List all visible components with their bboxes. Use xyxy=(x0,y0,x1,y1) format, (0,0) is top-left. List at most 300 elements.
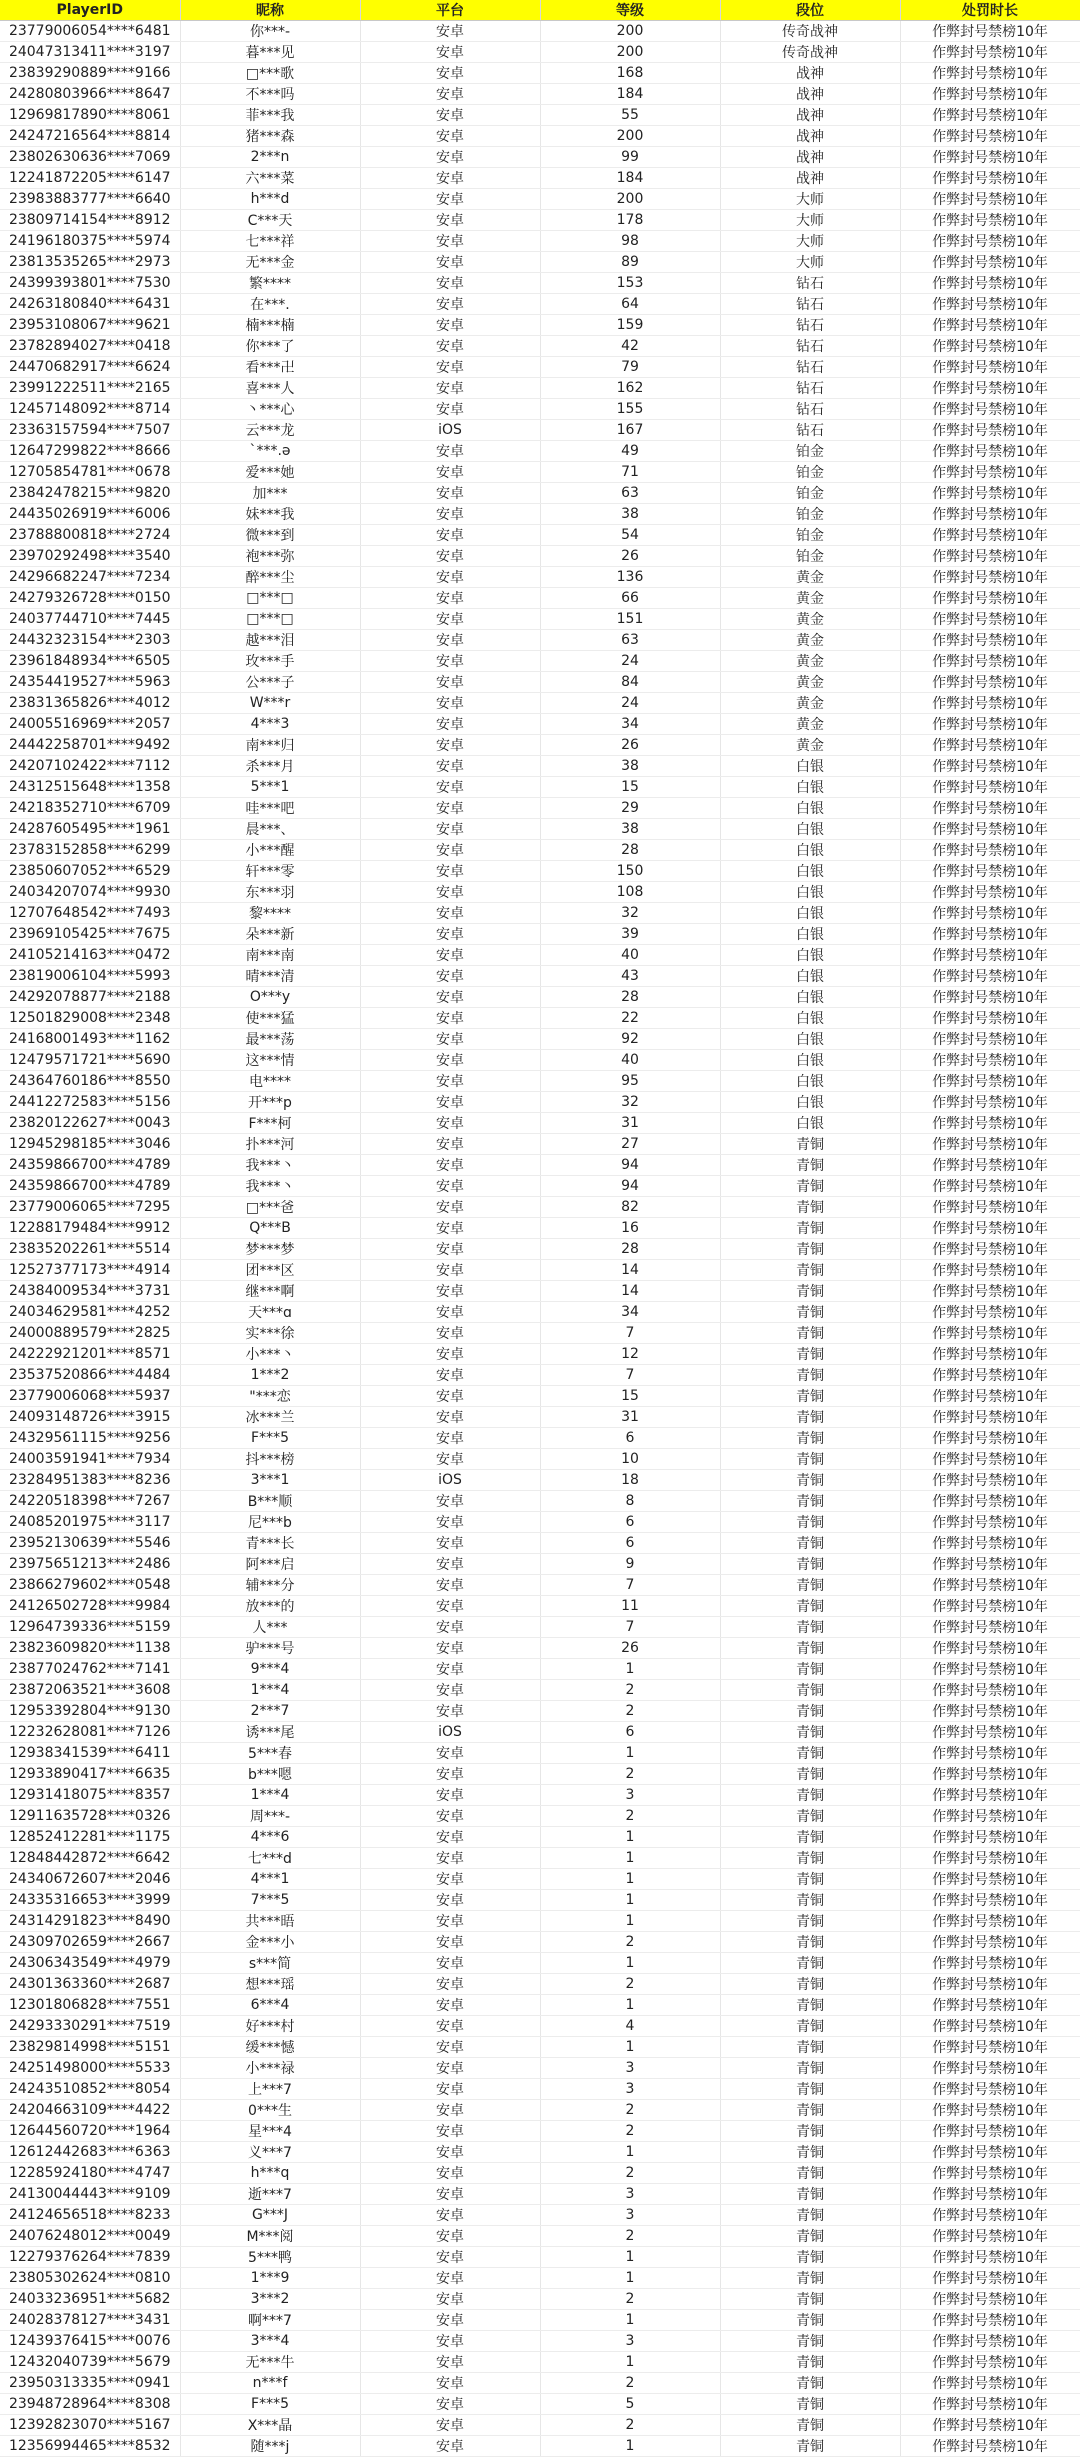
cell-platform: 安卓 xyxy=(360,840,540,861)
cell-platform: 安卓 xyxy=(360,1848,540,1869)
cell-player-id: 23809714154****8912 xyxy=(0,210,180,231)
cell-platform: 安卓 xyxy=(360,1638,540,1659)
cell-platform: 安卓 xyxy=(360,1134,540,1155)
cell-penalty: 作弊封号禁榜10年 xyxy=(900,1596,1080,1617)
cell-nickname: 繁**** xyxy=(180,273,360,294)
cell-penalty: 作弊封号禁榜10年 xyxy=(900,630,1080,651)
cell-penalty: 作弊封号禁榜10年 xyxy=(900,189,1080,210)
cell-platform: 安卓 xyxy=(360,210,540,231)
cell-nickname: 加*** xyxy=(180,483,360,504)
cell-level: 26 xyxy=(540,1638,720,1659)
table-row xyxy=(0,2121,1080,2142)
cell-platform: 安卓 xyxy=(360,462,540,483)
cell-player-id: 24033236951****5682 xyxy=(0,2289,180,2310)
cell-penalty: 作弊封号禁榜10年 xyxy=(900,819,1080,840)
cell-rank: 青铜 xyxy=(720,2142,900,2163)
cell-penalty: 作弊封号禁榜10年 xyxy=(900,210,1080,231)
cell-rank: 战神 xyxy=(720,168,900,189)
cell-level: 200 xyxy=(540,21,720,42)
cell-platform: 安卓 xyxy=(360,798,540,819)
cell-penalty: 作弊封号禁榜10年 xyxy=(900,483,1080,504)
cell-nickname: 天***ɑ xyxy=(180,1302,360,1323)
cell-rank: 黄金 xyxy=(720,693,900,714)
cell-platform: 安卓 xyxy=(360,1008,540,1029)
table-row xyxy=(0,1365,1080,1386)
cell-nickname: 小***禄 xyxy=(180,2058,360,2079)
cell-player-id: 23823609820****1138 xyxy=(0,1638,180,1659)
table-row xyxy=(0,1071,1080,1092)
cell-platform: 安卓 xyxy=(360,1092,540,1113)
table-row xyxy=(0,2079,1080,2100)
cell-penalty: 作弊封号禁榜10年 xyxy=(900,2184,1080,2205)
table-row xyxy=(0,441,1080,462)
cell-level: 3 xyxy=(540,2058,720,2079)
cell-platform: 安卓 xyxy=(360,315,540,336)
cell-player-id: 23813535265****2973 xyxy=(0,252,180,273)
cell-player-id: 24126502728****9984 xyxy=(0,1596,180,1617)
cell-penalty: 作弊封号禁榜10年 xyxy=(900,777,1080,798)
cell-platform: 安卓 xyxy=(360,1113,540,1134)
cell-player-id: 24251498000****5533 xyxy=(0,2058,180,2079)
cell-platform: 安卓 xyxy=(360,882,540,903)
cell-player-id: 12279376264****7839 xyxy=(0,2247,180,2268)
cell-rank: 白银 xyxy=(720,840,900,861)
cell-nickname: 喜***人 xyxy=(180,378,360,399)
cell-platform: 安卓 xyxy=(360,2352,540,2373)
cell-level: 34 xyxy=(540,1302,720,1323)
cell-penalty: 作弊封号禁榜10年 xyxy=(900,1050,1080,1071)
cell-penalty: 作弊封号禁榜10年 xyxy=(900,462,1080,483)
cell-player-id: 24470682917****6624 xyxy=(0,357,180,378)
cell-platform: 安卓 xyxy=(360,168,540,189)
cell-platform: 安卓 xyxy=(360,2142,540,2163)
cell-penalty: 作弊封号禁榜10年 xyxy=(900,2037,1080,2058)
cell-platform: 安卓 xyxy=(360,2100,540,2121)
cell-nickname: 3***1 xyxy=(180,1470,360,1491)
cell-level: 5 xyxy=(540,2394,720,2415)
cell-rank: 钻石 xyxy=(720,420,900,441)
cell-penalty: 作弊封号禁榜10年 xyxy=(900,2205,1080,2226)
cell-nickname: 啊***7 xyxy=(180,2310,360,2331)
table-row xyxy=(0,252,1080,273)
cell-player-id: 24442258701****9492 xyxy=(0,735,180,756)
table-row xyxy=(0,588,1080,609)
cell-nickname: h***q xyxy=(180,2163,360,2184)
cell-nickname: 电**** xyxy=(180,1071,360,1092)
table-row xyxy=(0,2058,1080,2079)
cell-player-id: 24028378127****3431 xyxy=(0,2310,180,2331)
cell-rank: 青铜 xyxy=(720,1134,900,1155)
cell-platform: 安卓 xyxy=(360,861,540,882)
cell-rank: 青铜 xyxy=(720,1554,900,1575)
cell-player-id: 24085201975****3117 xyxy=(0,1512,180,1533)
cell-platform: 安卓 xyxy=(360,735,540,756)
cell-penalty: 作弊封号禁榜10年 xyxy=(900,1260,1080,1281)
cell-penalty: 作弊封号禁榜10年 xyxy=(900,1617,1080,1638)
cell-level: 162 xyxy=(540,378,720,399)
cell-rank: 青铜 xyxy=(720,1344,900,1365)
cell-penalty: 作弊封号禁榜10年 xyxy=(900,294,1080,315)
cell-level: 1 xyxy=(540,1953,720,1974)
cell-penalty: 作弊封号禁榜10年 xyxy=(900,63,1080,84)
cell-rank: 黄金 xyxy=(720,651,900,672)
cell-platform: 安卓 xyxy=(360,1260,540,1281)
cell-level: 4 xyxy=(540,2016,720,2037)
cell-rank: 青铜 xyxy=(720,1911,900,1932)
cell-player-id: 24280803966****8647 xyxy=(0,84,180,105)
cell-penalty: 作弊封号禁榜10年 xyxy=(900,1722,1080,1743)
cell-penalty: 作弊封号禁榜10年 xyxy=(900,1470,1080,1491)
cell-platform: 安卓 xyxy=(360,441,540,462)
cell-nickname: 猪***森 xyxy=(180,126,360,147)
table-body xyxy=(0,21,1080,2457)
cell-penalty: 作弊封号禁榜10年 xyxy=(900,903,1080,924)
cell-nickname: 哇***吧 xyxy=(180,798,360,819)
table-row xyxy=(0,1890,1080,1911)
cell-penalty: 作弊封号禁榜10年 xyxy=(900,1869,1080,1890)
cell-level: 2 xyxy=(540,1974,720,1995)
cell-player-id: 24093148726****3915 xyxy=(0,1407,180,1428)
cell-level: 94 xyxy=(540,1176,720,1197)
cell-level: 159 xyxy=(540,315,720,336)
cell-penalty: 作弊封号禁榜10年 xyxy=(900,1953,1080,1974)
table-row xyxy=(0,273,1080,294)
cell-nickname: 上***7 xyxy=(180,2079,360,2100)
cell-level: 26 xyxy=(540,546,720,567)
cell-penalty: 作弊封号禁榜10年 xyxy=(900,1512,1080,1533)
cell-rank: 白银 xyxy=(720,882,900,903)
cell-player-id: 23835202261****5514 xyxy=(0,1239,180,1260)
cell-platform: 安卓 xyxy=(360,2079,540,2100)
cell-nickname: 逝***7 xyxy=(180,2184,360,2205)
cell-rank: 黄金 xyxy=(720,630,900,651)
cell-player-id: 12301806828****7551 xyxy=(0,1995,180,2016)
cell-player-id: 12933890417****6635 xyxy=(0,1764,180,1785)
cell-level: 11 xyxy=(540,1596,720,1617)
cell-rank: 白银 xyxy=(720,756,900,777)
cell-platform: 安卓 xyxy=(360,2184,540,2205)
cell-rank: 青铜 xyxy=(720,1302,900,1323)
cell-level: 16 xyxy=(540,1218,720,1239)
cell-platform: 安卓 xyxy=(360,1974,540,1995)
table-row xyxy=(0,903,1080,924)
cell-rank: 白银 xyxy=(720,1029,900,1050)
cell-nickname: 东***羽 xyxy=(180,882,360,903)
cell-rank: 青铜 xyxy=(720,1323,900,1344)
cell-rank: 青铜 xyxy=(720,1680,900,1701)
cell-player-id: 24000889579****2825 xyxy=(0,1323,180,1344)
cell-rank: 大师 xyxy=(720,189,900,210)
table-row xyxy=(0,1554,1080,1575)
cell-penalty: 作弊封号禁榜10年 xyxy=(900,735,1080,756)
cell-level: 2 xyxy=(540,1764,720,1785)
table-row xyxy=(0,1155,1080,1176)
cell-rank: 铂金 xyxy=(720,504,900,525)
cell-player-id: 23819006104****5993 xyxy=(0,966,180,987)
cell-nickname: 7***5 xyxy=(180,1890,360,1911)
cell-rank: 白银 xyxy=(720,1050,900,1071)
cell-penalty: 作弊封号禁榜10年 xyxy=(900,84,1080,105)
cell-penalty: 作弊封号禁榜10年 xyxy=(900,1386,1080,1407)
cell-level: 7 xyxy=(540,1575,720,1596)
cell-nickname: 晨***、 xyxy=(180,819,360,840)
cell-nickname: F***5 xyxy=(180,1428,360,1449)
cell-level: 2 xyxy=(540,2415,720,2436)
cell-nickname: 楠***楠 xyxy=(180,315,360,336)
cell-player-id: 24263180840****6431 xyxy=(0,294,180,315)
cell-player-id: 12432040739****5679 xyxy=(0,2352,180,2373)
cell-platform: 安卓 xyxy=(360,231,540,252)
cell-player-id: 24384009534****3731 xyxy=(0,1281,180,1302)
table-row xyxy=(0,1218,1080,1239)
cell-penalty: 作弊封号禁榜10年 xyxy=(900,2079,1080,2100)
cell-level: 7 xyxy=(540,1323,720,1344)
cell-penalty: 作弊封号禁榜10年 xyxy=(900,861,1080,882)
cell-player-id: 24037744710****7445 xyxy=(0,609,180,630)
cell-platform: 安卓 xyxy=(360,252,540,273)
cell-player-id: 23842478215****9820 xyxy=(0,483,180,504)
cell-nickname: 1***9 xyxy=(180,2268,360,2289)
cell-penalty: 作弊封号禁榜10年 xyxy=(900,756,1080,777)
cell-rank: 战神 xyxy=(720,147,900,168)
cell-nickname: 团***区 xyxy=(180,1260,360,1281)
cell-nickname: 驴***号 xyxy=(180,1638,360,1659)
cell-rank: 黄金 xyxy=(720,735,900,756)
table-row xyxy=(0,1932,1080,1953)
cell-level: 84 xyxy=(540,672,720,693)
cell-player-id: 24124656518****8233 xyxy=(0,2205,180,2226)
cell-rank: 白银 xyxy=(720,945,900,966)
table-row xyxy=(0,420,1080,441)
cell-rank: 白银 xyxy=(720,1092,900,1113)
cell-player-id: 23779006065****7295 xyxy=(0,1197,180,1218)
cell-rank: 白银 xyxy=(720,903,900,924)
cell-platform: 安卓 xyxy=(360,567,540,588)
table-row xyxy=(0,1449,1080,1470)
table-row xyxy=(0,2394,1080,2415)
cell-penalty: 作弊封号禁榜10年 xyxy=(900,609,1080,630)
cell-player-id: 24196180375****5974 xyxy=(0,231,180,252)
table-row xyxy=(0,336,1080,357)
cell-player-id: 23970292498****3540 xyxy=(0,546,180,567)
cell-platform: 安卓 xyxy=(360,1491,540,1512)
cell-platform: 安卓 xyxy=(360,588,540,609)
cell-level: 151 xyxy=(540,609,720,630)
cell-level: 2 xyxy=(540,1701,720,1722)
table-row xyxy=(0,861,1080,882)
cell-nickname: 丶***心 xyxy=(180,399,360,420)
table-row xyxy=(0,357,1080,378)
cell-player-id: 23850607052****6529 xyxy=(0,861,180,882)
cell-player-id: 23779006068****5937 xyxy=(0,1386,180,1407)
cell-penalty: 作弊封号禁榜10年 xyxy=(900,2268,1080,2289)
cell-rank: 战神 xyxy=(720,84,900,105)
cell-nickname: □***歌 xyxy=(180,63,360,84)
cell-level: 2 xyxy=(540,2100,720,2121)
cell-rank: 白银 xyxy=(720,798,900,819)
cell-platform: 安卓 xyxy=(360,483,540,504)
cell-player-id: 12852412281****1175 xyxy=(0,1827,180,1848)
cell-level: 28 xyxy=(540,1239,720,1260)
cell-rank: 白银 xyxy=(720,1071,900,1092)
cell-platform: 安卓 xyxy=(360,672,540,693)
cell-player-id: 24243510852****8054 xyxy=(0,2079,180,2100)
cell-player-id: 12392823070****5167 xyxy=(0,2415,180,2436)
cell-player-id: 24279326728****0150 xyxy=(0,588,180,609)
cell-player-id: 12705854781****0678 xyxy=(0,462,180,483)
cell-rank: 钻石 xyxy=(720,399,900,420)
table-row xyxy=(0,798,1080,819)
table-row xyxy=(0,2226,1080,2247)
table-row xyxy=(0,546,1080,567)
cell-platform: 安卓 xyxy=(360,2394,540,2415)
header-player-id: PlayerID xyxy=(0,0,180,21)
cell-level: 1 xyxy=(540,1659,720,1680)
cell-rank: 传奇战神 xyxy=(720,42,900,63)
cell-nickname: 菲***我 xyxy=(180,105,360,126)
table-row xyxy=(0,2415,1080,2436)
table-row xyxy=(0,504,1080,525)
cell-penalty: 作弊封号禁榜10年 xyxy=(900,1491,1080,1512)
cell-platform: 安卓 xyxy=(360,294,540,315)
cell-player-id: 24076248012****0049 xyxy=(0,2226,180,2247)
cell-penalty: 作弊封号禁榜10年 xyxy=(900,588,1080,609)
cell-platform: 安卓 xyxy=(360,1911,540,1932)
cell-penalty: 作弊封号禁榜10年 xyxy=(900,42,1080,63)
cell-level: 2 xyxy=(540,1680,720,1701)
cell-penalty: 作弊封号禁榜10年 xyxy=(900,1029,1080,1050)
cell-nickname: 1***4 xyxy=(180,1680,360,1701)
header-row xyxy=(0,0,1080,21)
cell-nickname: s***简 xyxy=(180,1953,360,1974)
cell-player-id: 12527377173****4914 xyxy=(0,1260,180,1281)
table-row xyxy=(0,1512,1080,1533)
table-row xyxy=(0,315,1080,336)
table-row xyxy=(0,84,1080,105)
cell-nickname: 0***生 xyxy=(180,2100,360,2121)
cell-nickname: 抖***榜 xyxy=(180,1449,360,1470)
cell-penalty: 作弊封号禁榜10年 xyxy=(900,945,1080,966)
cell-level: 92 xyxy=(540,1029,720,1050)
cell-platform: 安卓 xyxy=(360,2289,540,2310)
cell-penalty: 作弊封号禁榜10年 xyxy=(900,315,1080,336)
cell-penalty: 作弊封号禁榜10年 xyxy=(900,2289,1080,2310)
cell-level: 7 xyxy=(540,1617,720,1638)
cell-penalty: 作弊封号禁榜10年 xyxy=(900,1239,1080,1260)
cell-rank: 青铜 xyxy=(720,2310,900,2331)
cell-player-id: 24047313411****3197 xyxy=(0,42,180,63)
cell-nickname: 人*** xyxy=(180,1617,360,1638)
table-row xyxy=(0,1092,1080,1113)
table-row xyxy=(0,1470,1080,1491)
cell-nickname: 朵***新 xyxy=(180,924,360,945)
table-row xyxy=(0,399,1080,420)
cell-platform: 安卓 xyxy=(360,1554,540,1575)
table-row xyxy=(0,1617,1080,1638)
cell-player-id: 23877024762****7141 xyxy=(0,1659,180,1680)
cell-player-id: 24412272583****5156 xyxy=(0,1092,180,1113)
cell-level: 14 xyxy=(540,1260,720,1281)
cell-platform: 安卓 xyxy=(360,777,540,798)
table-row xyxy=(0,672,1080,693)
cell-platform: 安卓 xyxy=(360,2226,540,2247)
cell-level: 43 xyxy=(540,966,720,987)
cell-penalty: 作弊封号禁榜10年 xyxy=(900,1281,1080,1302)
cell-level: 3 xyxy=(540,1785,720,1806)
table-row xyxy=(0,1848,1080,1869)
cell-rank: 青铜 xyxy=(720,1386,900,1407)
cell-rank: 钻石 xyxy=(720,315,900,336)
cell-player-id: 23783152858****6299 xyxy=(0,840,180,861)
cell-penalty: 作弊封号禁榜10年 xyxy=(900,1428,1080,1449)
cell-rank: 青铜 xyxy=(720,1365,900,1386)
cell-level: 40 xyxy=(540,1050,720,1071)
table-row xyxy=(0,651,1080,672)
cell-level: 1 xyxy=(540,2142,720,2163)
table-row xyxy=(0,294,1080,315)
cell-player-id: 23284951383****8236 xyxy=(0,1470,180,1491)
cell-player-id: 12612442683****6363 xyxy=(0,2142,180,2163)
cell-platform: 安卓 xyxy=(360,1071,540,1092)
header-rank: 段位 xyxy=(720,0,900,21)
table-row xyxy=(0,42,1080,63)
cell-platform: 安卓 xyxy=(360,1617,540,1638)
cell-player-id: 12241872205****6147 xyxy=(0,168,180,189)
cell-penalty: 作弊封号禁榜10年 xyxy=(900,1176,1080,1197)
cell-penalty: 作弊封号禁榜10年 xyxy=(900,1806,1080,1827)
cell-level: 89 xyxy=(540,252,720,273)
cell-nickname: 梦***梦 xyxy=(180,1239,360,1260)
cell-nickname: 辅***分 xyxy=(180,1575,360,1596)
cell-rank: 青铜 xyxy=(720,1659,900,1680)
cell-platform: 安卓 xyxy=(360,84,540,105)
cell-platform: 安卓 xyxy=(360,651,540,672)
cell-player-id: 12288179484****9912 xyxy=(0,1218,180,1239)
cell-level: 1 xyxy=(540,2310,720,2331)
table-row xyxy=(0,2184,1080,2205)
cell-rank: 青铜 xyxy=(720,1155,900,1176)
cell-rank: 青铜 xyxy=(720,1743,900,1764)
cell-penalty: 作弊封号禁榜10年 xyxy=(900,2394,1080,2415)
cell-rank: 青铜 xyxy=(720,1512,900,1533)
cell-rank: 青铜 xyxy=(720,1848,900,1869)
cell-rank: 白银 xyxy=(720,819,900,840)
cell-nickname: 我***丶 xyxy=(180,1176,360,1197)
cell-level: 7 xyxy=(540,1365,720,1386)
cell-nickname: 3***2 xyxy=(180,2289,360,2310)
cell-platform: 安卓 xyxy=(360,1323,540,1344)
cell-nickname: 小***丶 xyxy=(180,1344,360,1365)
cell-nickname: 诱***尾 xyxy=(180,1722,360,1743)
cell-penalty: 作弊封号禁榜10年 xyxy=(900,924,1080,945)
table-row xyxy=(0,1302,1080,1323)
cell-rank: 青铜 xyxy=(720,2268,900,2289)
cell-platform: 安卓 xyxy=(360,1596,540,1617)
cell-platform: 安卓 xyxy=(360,1785,540,1806)
cell-level: 38 xyxy=(540,819,720,840)
cell-platform: 安卓 xyxy=(360,1533,540,1554)
cell-platform: 安卓 xyxy=(360,336,540,357)
cell-rank: 青铜 xyxy=(720,1596,900,1617)
cell-platform: 安卓 xyxy=(360,693,540,714)
table-row xyxy=(0,168,1080,189)
cell-nickname: 4***6 xyxy=(180,1827,360,1848)
cell-rank: 青铜 xyxy=(720,2184,900,2205)
cell-level: 99 xyxy=(540,147,720,168)
cell-penalty: 作弊封号禁榜10年 xyxy=(900,2142,1080,2163)
cell-platform: 安卓 xyxy=(360,546,540,567)
cell-platform: 安卓 xyxy=(360,630,540,651)
